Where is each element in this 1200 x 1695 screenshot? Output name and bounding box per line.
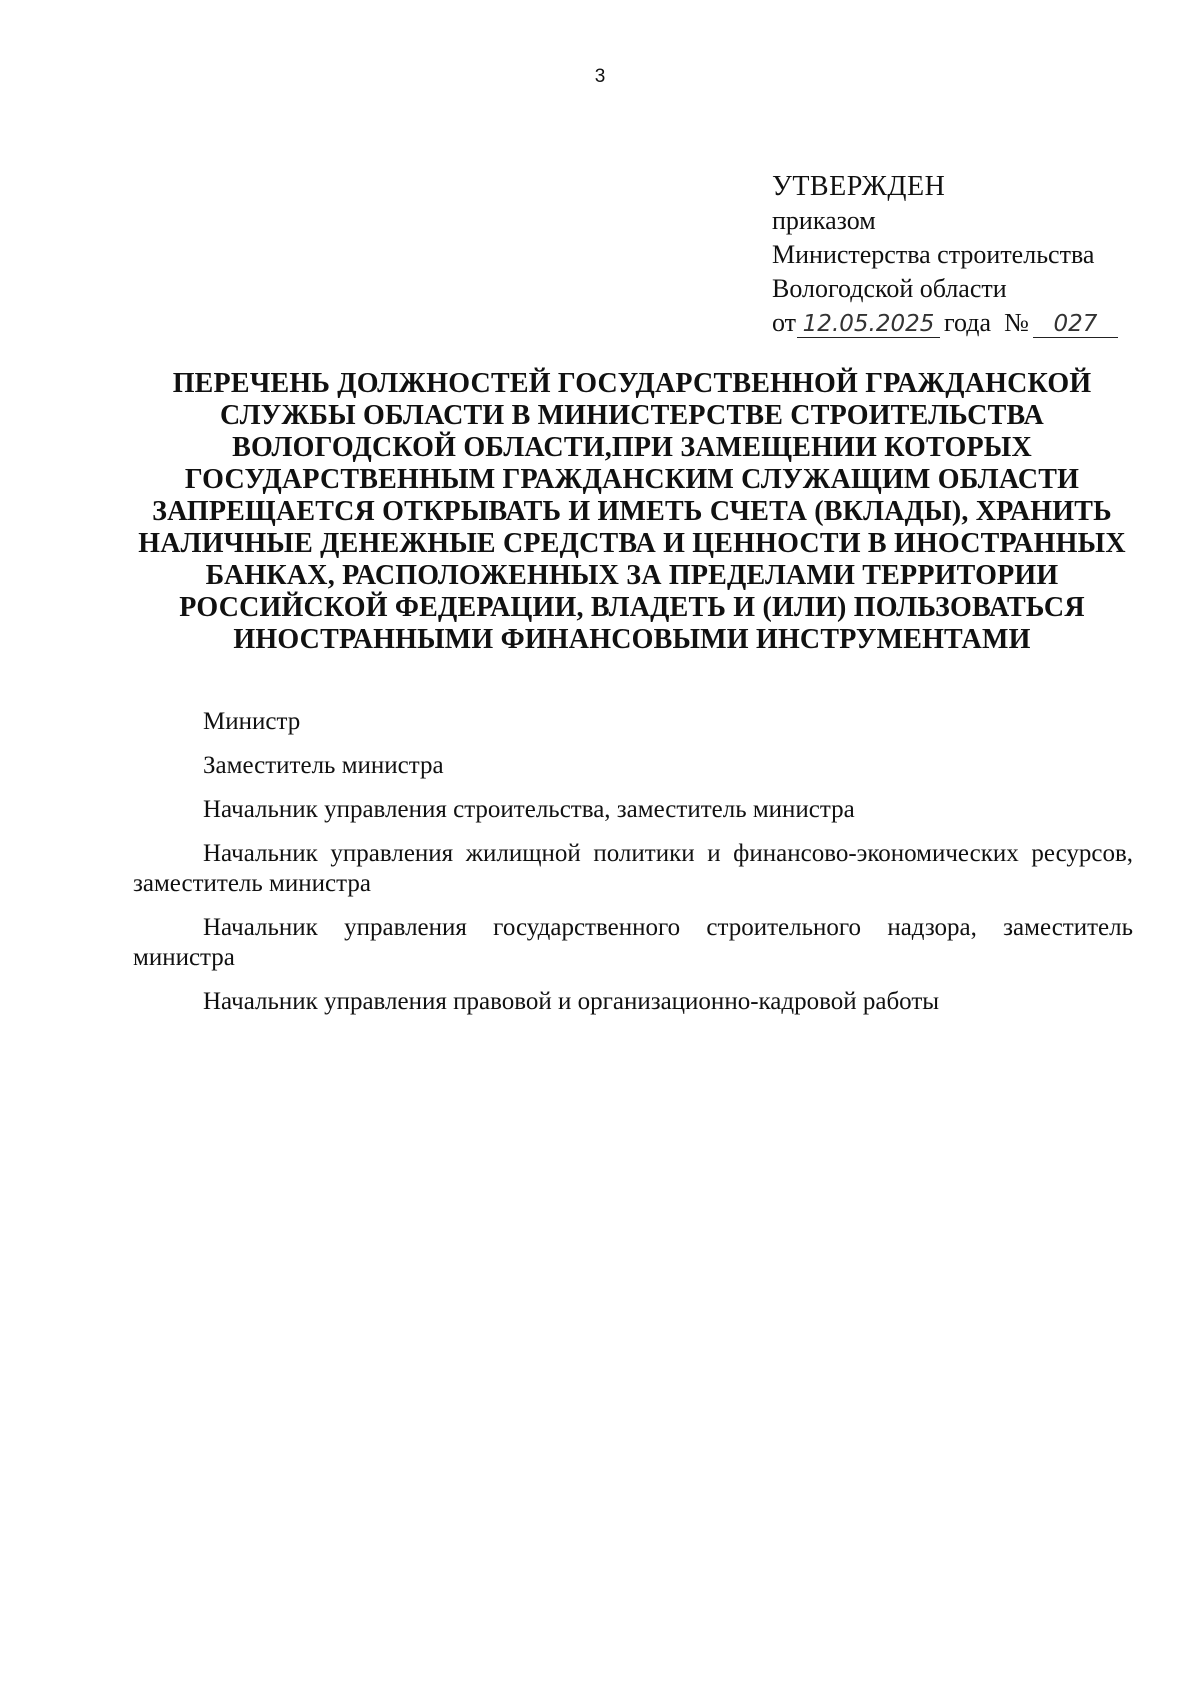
handwritten-number: 027 [1033,311,1118,338]
approval-line-region: Вологодской области [772,274,1007,303]
position-item: Начальник управления государственного строительного надзора, заместитель министра [133,914,1133,971]
title-line: ПЕРЕЧЕНЬ ДОЛЖНОСТЕЙ ГОСУДАРСТВЕННОЙ ГРАЖДАНСКОЙ [172,368,1092,399]
position-item: Начальник управления жилищной политики и финансово-экономических ресурсов, заместитель министра [133,840,1133,897]
document-title [132,368,1132,656]
title-line: СЛУЖБЫ ОБЛАСТИ В МИНИСТЕРСТВЕ СТРОИТЕЛЬСТВА [220,400,1044,431]
title-line: БАНКАХ, РАСПОЛОЖЕННЫХ ЗА ПРЕДЕЛАМИ ТЕРРИТОРИИ [205,560,1059,591]
order-date-number-line [772,306,1172,340]
approved-heading: УТВЕРЖДЕН [772,171,946,202]
approval-stamp [772,170,1172,340]
approval-line-ministry: Министерства строительства [772,240,1095,269]
title-line: ВОЛОГОДСКОЙ ОБЛАСТИ,ПРИ ЗАМЕЩЕНИИ КОТОРЫХ [232,432,1032,463]
title-line: ЗАПРЕЩАЕТСЯ ОТКРЫВАТЬ И ИМЕТЬ СЧЕТА (ВКЛАДЫ), ХРАНИТЬ [152,496,1112,527]
position-item: Начальник управления строительства, заместитель министра [203,796,855,823]
position-item: Начальник управления правовой и организационно-кадровой работы [203,988,940,1015]
position-item: Министр [203,708,301,735]
position-item: Заместитель министра [203,752,444,779]
title-line: РОССИЙСКОЙ ФЕДЕРАЦИИ, ВЛАДЕТЬ И (ИЛИ) ПОЛЬЗОВАТЬСЯ [179,592,1085,623]
positions-list [133,707,1133,1031]
handwritten-date: 12.05.2025 [797,311,940,338]
title-line: ГОСУДАРСТВЕННЫМ ГРАЖДАНСКИМ СЛУЖАЩИМ ОБЛАСТИ [184,464,1080,495]
from-prefix: от [772,308,797,337]
title-line: НАЛИЧНЫЕ ДЕНЕЖНЫЕ СРЕДСТВА И ЦЕННОСТИ В ИНОСТРАННЫХ [138,528,1126,559]
page-number: 3 [594,66,606,87]
number-sign: № [1004,308,1029,337]
title-line: ИНОСТРАННЫМИ ФИНАНСОВЫМИ ИНСТРУМЕНТАМИ [233,624,1031,655]
approval-line-order: приказом [772,206,876,235]
year-word: года [944,308,992,337]
